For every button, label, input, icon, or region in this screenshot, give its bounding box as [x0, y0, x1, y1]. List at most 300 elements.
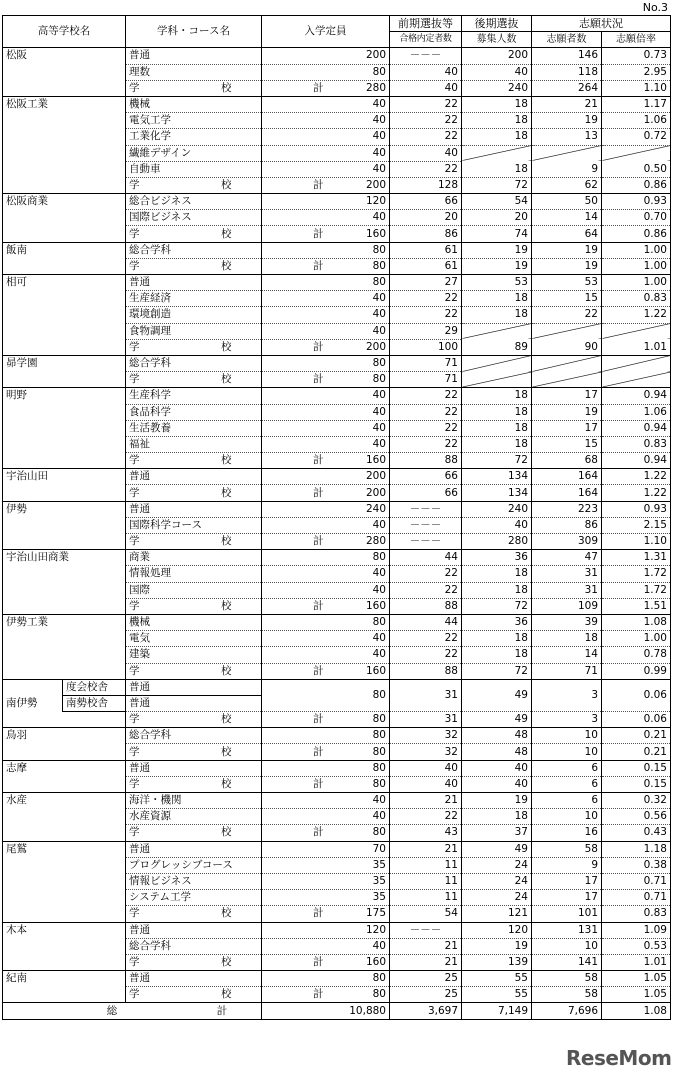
- late-cell: 18: [462, 161, 532, 177]
- course-name: 生産経済: [126, 291, 262, 307]
- late-cell: 18: [462, 582, 532, 598]
- grand-capacity: 10,880: [262, 1003, 390, 1019]
- applicants-cell: 58: [532, 987, 602, 1003]
- applicants-cell: 10: [532, 744, 602, 760]
- early-cell: 21: [390, 938, 462, 954]
- course-name: 国際: [126, 582, 262, 598]
- school-total-label: 学 校 計: [126, 258, 262, 274]
- ratio-cell: 1.17: [602, 96, 671, 112]
- capacity-cell: 80: [262, 614, 390, 630]
- applicants-cell: 31: [532, 582, 602, 598]
- capacity-cell: 80: [262, 64, 390, 80]
- applicants-cell: 18: [532, 631, 602, 647]
- capacity-cell: 200: [262, 48, 390, 64]
- late-cell: 18: [462, 404, 532, 420]
- capacity-cell: 40: [262, 388, 390, 404]
- applicants-cell: 17: [532, 388, 602, 404]
- late-cell: 49: [462, 679, 532, 711]
- applicants-cell: 15: [532, 291, 602, 307]
- course-name: 機械: [126, 614, 262, 630]
- ratio-cell: 0.38: [602, 857, 671, 873]
- school-name: 昴学園: [3, 355, 126, 387]
- capacity-cell: 40: [262, 113, 390, 129]
- course-name: 普通: [126, 275, 262, 291]
- school-name: 鳥羽: [3, 728, 126, 760]
- capacity-cell: 160: [262, 598, 390, 614]
- applicants-cell: 16: [532, 825, 602, 841]
- capacity-cell: 40: [262, 631, 390, 647]
- early-cell: 21: [390, 954, 462, 970]
- course-name: 国際ビジネス: [126, 210, 262, 226]
- header-status: 志願状況: [532, 16, 671, 32]
- ratio-cell: 0.71: [602, 873, 671, 889]
- early-cell: 32: [390, 744, 462, 760]
- early-cell: －－－: [390, 517, 462, 533]
- early-cell: 22: [390, 96, 462, 112]
- ratio-cell: 0.71: [602, 890, 671, 906]
- course-row: [3, 194, 671, 210]
- applicants-cell: 309: [532, 534, 602, 550]
- course-name: 建築: [126, 647, 262, 663]
- applicants-cell: 17: [532, 420, 602, 436]
- course-row: [3, 971, 671, 987]
- course-name: 普通: [126, 760, 262, 776]
- course-name: 生産科学: [126, 388, 262, 404]
- late-cell: 19: [462, 258, 532, 274]
- applicants-cell: 9: [532, 857, 602, 873]
- late-cell: 18: [462, 631, 532, 647]
- capacity-cell: 40: [262, 96, 390, 112]
- applicants-cell: 14: [532, 210, 602, 226]
- course-name: システム工学: [126, 890, 262, 906]
- capacity-cell: 175: [262, 906, 390, 922]
- ratio-cell: 0.56: [602, 809, 671, 825]
- applicants-cell: 50: [532, 194, 602, 210]
- early-cell: 22: [390, 307, 462, 323]
- late-cell: 24: [462, 873, 532, 889]
- early-cell: 22: [390, 582, 462, 598]
- late-cell: 18: [462, 307, 532, 323]
- course-name: 理数: [126, 64, 262, 80]
- ratio-cell: 1.01: [602, 954, 671, 970]
- course-row: [3, 501, 671, 517]
- late-cell: 18: [462, 388, 532, 404]
- grand-late: 7,149: [462, 1003, 532, 1019]
- applicants-cell: 19: [532, 404, 602, 420]
- course-name: 福祉: [126, 436, 262, 452]
- early-cell: －－－: [390, 922, 462, 938]
- applicants-cell: 9: [532, 161, 602, 177]
- course-name: 工業化学: [126, 129, 262, 145]
- school-total-label: 学 校 計: [126, 906, 262, 922]
- ratio-cell: 1.00: [602, 275, 671, 291]
- school-total-label: 学 校 計: [126, 954, 262, 970]
- capacity-cell: 80: [262, 825, 390, 841]
- school-total-label: 学 校 計: [126, 453, 262, 469]
- early-cell: 22: [390, 420, 462, 436]
- late-cell: 19: [462, 242, 532, 258]
- ratio-cell: 1.00: [602, 242, 671, 258]
- school-total-label: 学 校 計: [126, 339, 262, 355]
- ratio-cell: 0.78: [602, 647, 671, 663]
- grand-applicants: 7,696: [532, 1003, 602, 1019]
- capacity-cell: 80: [262, 275, 390, 291]
- school-name: 松阪商業: [3, 194, 126, 243]
- capacity-cell: 80: [262, 372, 390, 388]
- course-row: [3, 469, 671, 485]
- ratio-cell: 0.86: [602, 177, 671, 193]
- header-ratio: 志願倍率: [602, 32, 671, 48]
- late-cell: 48: [462, 728, 532, 744]
- late-cell: 19: [462, 793, 532, 809]
- school-name: 松阪: [3, 48, 126, 97]
- applicants-cell: 13: [532, 129, 602, 145]
- late-empty-cell: [462, 323, 532, 339]
- school-name: 明野: [3, 388, 126, 469]
- applicants-cell: 68: [532, 453, 602, 469]
- early-cell: 44: [390, 550, 462, 566]
- school-total-label: 学 校 計: [126, 744, 262, 760]
- capacity-cell: 80: [262, 712, 390, 728]
- capacity-cell: 40: [262, 582, 390, 598]
- ratio-cell: 1.22: [602, 469, 671, 485]
- header-early-passed: 合格内定者数: [390, 32, 462, 48]
- early-cell: 71: [390, 372, 462, 388]
- course-row: [3, 760, 671, 776]
- applicants-cell: 264: [532, 80, 602, 96]
- late-cell: 55: [462, 971, 532, 987]
- applicants-cell: 146: [532, 48, 602, 64]
- ratio-cell: 1.51: [602, 598, 671, 614]
- early-cell: －－－: [390, 534, 462, 550]
- late-cell: 240: [462, 501, 532, 517]
- late-cell: 120: [462, 922, 532, 938]
- capacity-cell: 40: [262, 145, 390, 161]
- capacity-cell: 80: [262, 550, 390, 566]
- late-cell: 20: [462, 210, 532, 226]
- capacity-cell: 80: [262, 760, 390, 776]
- applicants-cell: 164: [532, 485, 602, 501]
- early-cell: 25: [390, 971, 462, 987]
- course-name: 情報処理: [126, 566, 262, 582]
- early-cell: 40: [390, 776, 462, 792]
- applicants-cell: 10: [532, 938, 602, 954]
- applicants-cell: 31: [532, 566, 602, 582]
- capacity-cell: 40: [262, 938, 390, 954]
- course-name: 総合学科: [126, 938, 262, 954]
- early-cell: 66: [390, 469, 462, 485]
- applicants-cell: 39: [532, 614, 602, 630]
- capacity-cell: 80: [262, 971, 390, 987]
- ratio-cell: 1.05: [602, 987, 671, 1003]
- capacity-cell: 80: [262, 242, 390, 258]
- school-total-label: 学 校 計: [126, 534, 262, 550]
- school-name: 相可: [3, 275, 126, 356]
- header-applicants: 志願者数: [532, 32, 602, 48]
- course-row: [3, 728, 671, 744]
- course-row: [3, 242, 671, 258]
- early-cell: 88: [390, 453, 462, 469]
- ratio-cell: 1.22: [602, 307, 671, 323]
- ratio-cell: 1.00: [602, 258, 671, 274]
- ratio-cell: 0.93: [602, 194, 671, 210]
- late-cell: 200: [462, 48, 532, 64]
- course-row: [3, 841, 671, 857]
- late-cell: 49: [462, 712, 532, 728]
- header-late-recruit: 募集人数: [462, 32, 532, 48]
- ratio-cell: 2.15: [602, 517, 671, 533]
- early-cell: 22: [390, 113, 462, 129]
- course-row: [3, 550, 671, 566]
- capacity-cell: 160: [262, 954, 390, 970]
- applicants-cell: 58: [532, 841, 602, 857]
- early-cell: 40: [390, 145, 462, 161]
- capacity-cell: 80: [262, 987, 390, 1003]
- late-cell: 18: [462, 129, 532, 145]
- early-cell: 31: [390, 679, 462, 711]
- school-total-label: 学 校 計: [126, 598, 262, 614]
- ratio-cell: 0.99: [602, 663, 671, 679]
- ratio-cell: 2.95: [602, 64, 671, 80]
- late-cell: 49: [462, 841, 532, 857]
- school-name: 伊勢工業: [3, 614, 126, 679]
- course-row: [3, 922, 671, 938]
- late-cell: 18: [462, 436, 532, 452]
- course-name: 普通: [126, 48, 262, 64]
- grand-total-block: [3, 1003, 671, 1019]
- ratio-cell: 0.83: [602, 906, 671, 922]
- capacity-cell: 40: [262, 307, 390, 323]
- early-cell: －－－: [390, 48, 462, 64]
- capacity-cell: 160: [262, 663, 390, 679]
- course-name: 機械: [126, 96, 262, 112]
- ratio-empty-cell: [602, 355, 671, 371]
- early-cell: 66: [390, 485, 462, 501]
- ratio-cell: 0.94: [602, 420, 671, 436]
- ratio-cell: 1.06: [602, 404, 671, 420]
- spacer-cell: [63, 712, 126, 728]
- late-cell: 18: [462, 96, 532, 112]
- applicants-cell: 19: [532, 258, 602, 274]
- ratio-cell: 0.70: [602, 210, 671, 226]
- capacity-cell: 80: [262, 744, 390, 760]
- early-cell: 20: [390, 210, 462, 226]
- ratio-cell: 0.53: [602, 938, 671, 954]
- capacity-cell: 160: [262, 226, 390, 242]
- ratio-cell: 0.21: [602, 744, 671, 760]
- ratio-cell: 0.72: [602, 129, 671, 145]
- capacity-cell: 200: [262, 485, 390, 501]
- ratio-cell: 1.22: [602, 485, 671, 501]
- ratio-cell: 1.09: [602, 922, 671, 938]
- campus-name: 南勢校舎: [63, 695, 126, 711]
- late-cell: 40: [462, 517, 532, 533]
- course-name: 食品科学: [126, 404, 262, 420]
- capacity-cell: 40: [262, 323, 390, 339]
- late-cell: 240: [462, 80, 532, 96]
- early-cell: 44: [390, 614, 462, 630]
- applicants-cell: 71: [532, 663, 602, 679]
- capacity-cell: 280: [262, 534, 390, 550]
- early-cell: 11: [390, 857, 462, 873]
- capacity-cell: 120: [262, 922, 390, 938]
- early-cell: 43: [390, 825, 462, 841]
- late-cell: 18: [462, 566, 532, 582]
- ratio-cell: 0.93: [602, 501, 671, 517]
- ratio-cell: 0.06: [602, 712, 671, 728]
- ratio-cell: 1.05: [602, 971, 671, 987]
- capacity-cell: 120: [262, 194, 390, 210]
- course-name: 普通: [126, 501, 262, 517]
- late-cell: 36: [462, 614, 532, 630]
- school-total-label: 学 校 計: [126, 712, 262, 728]
- early-cell: 22: [390, 566, 462, 582]
- late-cell: 18: [462, 113, 532, 129]
- early-cell: 21: [390, 793, 462, 809]
- capacity-cell: 80: [262, 776, 390, 792]
- early-cell: 128: [390, 177, 462, 193]
- course-name: 総合学科: [126, 728, 262, 744]
- course-name: プログレッシブコース: [126, 857, 262, 873]
- table-body: [3, 728, 671, 1003]
- early-cell: 25: [390, 987, 462, 1003]
- capacity-cell: 40: [262, 566, 390, 582]
- course-name: 生活教養: [126, 420, 262, 436]
- course-name: 水産資源: [126, 809, 262, 825]
- early-cell: 31: [390, 712, 462, 728]
- early-cell: 11: [390, 873, 462, 889]
- late-empty-cell: [462, 145, 532, 161]
- late-cell: 55: [462, 987, 532, 1003]
- ratio-cell: 0.43: [602, 825, 671, 841]
- course-name: 国際科学コース: [126, 517, 262, 533]
- applicants-cell: 6: [532, 793, 602, 809]
- applicants-cell: 58: [532, 971, 602, 987]
- capacity-cell: 40: [262, 161, 390, 177]
- grand-early: 3,697: [390, 1003, 462, 1019]
- ratio-empty-cell: [602, 145, 671, 161]
- capacity-cell: 80: [262, 679, 390, 711]
- late-cell: 19: [462, 938, 532, 954]
- early-cell: －－－: [390, 501, 462, 517]
- table-header: [3, 16, 671, 48]
- course-name: 商業: [126, 550, 262, 566]
- late-cell: 54: [462, 194, 532, 210]
- late-cell: 24: [462, 857, 532, 873]
- course-name: 情報ビジネス: [126, 873, 262, 889]
- capacity-cell: 160: [262, 453, 390, 469]
- school-name: 木本: [3, 922, 126, 971]
- header-late-selection: 後期選抜: [462, 16, 532, 32]
- applicants-cell: 21: [532, 96, 602, 112]
- school-name: 南伊勢: [3, 679, 63, 728]
- school-name: 松阪工業: [3, 96, 126, 193]
- course-name: 総合学科: [126, 242, 262, 258]
- applicants-cell: 17: [532, 890, 602, 906]
- app-empty-cell: [532, 355, 602, 371]
- early-cell: 100: [390, 339, 462, 355]
- school-total-label: 学 校 計: [126, 226, 262, 242]
- capacity-cell: 40: [262, 210, 390, 226]
- capacity-cell: 40: [262, 647, 390, 663]
- header-early-selection: 前期選抜等: [390, 16, 462, 32]
- early-cell: 61: [390, 242, 462, 258]
- capacity-cell: 200: [262, 339, 390, 355]
- applicants-cell: 131: [532, 922, 602, 938]
- ratio-cell: 1.10: [602, 80, 671, 96]
- course-name: 電気: [126, 631, 262, 647]
- ratio-cell: 0.86: [602, 226, 671, 242]
- course-name: 食物調理: [126, 323, 262, 339]
- capacity-cell: 80: [262, 728, 390, 744]
- capacity-cell: 40: [262, 420, 390, 436]
- late-cell: 36: [462, 550, 532, 566]
- ratio-cell: 0.15: [602, 760, 671, 776]
- course-name: 環境創造: [126, 307, 262, 323]
- applicants-cell: 101: [532, 906, 602, 922]
- ratio-cell: 1.10: [602, 534, 671, 550]
- early-cell: 71: [390, 355, 462, 371]
- early-cell: 22: [390, 161, 462, 177]
- applicants-cell: 10: [532, 809, 602, 825]
- applicants-cell: 53: [532, 275, 602, 291]
- app-empty-cell: [532, 323, 602, 339]
- late-cell: 40: [462, 776, 532, 792]
- early-cell: 22: [390, 291, 462, 307]
- capacity-cell: 200: [262, 177, 390, 193]
- capacity-cell: 40: [262, 291, 390, 307]
- early-cell: 22: [390, 647, 462, 663]
- capacity-cell: 80: [262, 258, 390, 274]
- applicants-cell: 64: [532, 226, 602, 242]
- course-name: 電気工学: [126, 113, 262, 129]
- late-cell: 74: [462, 226, 532, 242]
- ratio-cell: 0.32: [602, 793, 671, 809]
- late-cell: 53: [462, 275, 532, 291]
- capacity-cell: 40: [262, 404, 390, 420]
- ratio-cell: 1.06: [602, 113, 671, 129]
- header-capacity: 入学定員: [262, 16, 390, 48]
- applicants-cell: 223: [532, 501, 602, 517]
- school-total-label: 学 校 計: [126, 177, 262, 193]
- header-course: 学科・コース名: [126, 16, 262, 48]
- early-cell: 40: [390, 80, 462, 96]
- capacity-cell: 280: [262, 80, 390, 96]
- course-row: [3, 96, 671, 112]
- course-row: [3, 793, 671, 809]
- early-cell: 29: [390, 323, 462, 339]
- capacity-cell: 80: [262, 355, 390, 371]
- school-name: 宇治山田: [3, 469, 126, 501]
- late-cell: 72: [462, 177, 532, 193]
- header-school: 高等学校名: [3, 16, 126, 48]
- capacity-cell: 40: [262, 793, 390, 809]
- early-cell: 22: [390, 129, 462, 145]
- ratio-empty-cell: [602, 372, 671, 388]
- late-cell: 18: [462, 291, 532, 307]
- application-status-table: [2, 15, 671, 1020]
- ratio-empty-cell: [602, 323, 671, 339]
- ratio-cell: 0.50: [602, 161, 671, 177]
- late-cell: 40: [462, 64, 532, 80]
- page-number: No.3: [642, 1, 668, 14]
- early-cell: 27: [390, 275, 462, 291]
- late-cell: 134: [462, 485, 532, 501]
- applicants-cell: 164: [532, 469, 602, 485]
- ratio-cell: 0.73: [602, 48, 671, 64]
- school-name: 伊勢: [3, 501, 126, 550]
- early-cell: 66: [390, 194, 462, 210]
